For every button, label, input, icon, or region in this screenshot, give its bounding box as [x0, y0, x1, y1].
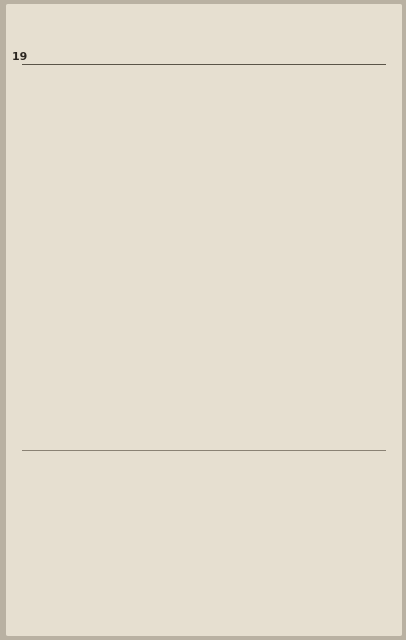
scanned-page: [6, 4, 402, 636]
intro-note: [232, 72, 392, 162]
running-head: [38, 50, 338, 62]
section-divider: [22, 450, 386, 451]
page-number: 19: [12, 50, 28, 63]
header-rule: [22, 64, 386, 65]
body-text-right: [225, 262, 390, 447]
body-text-lower: [6, 452, 390, 612]
archive-watermark: [12, 616, 132, 632]
